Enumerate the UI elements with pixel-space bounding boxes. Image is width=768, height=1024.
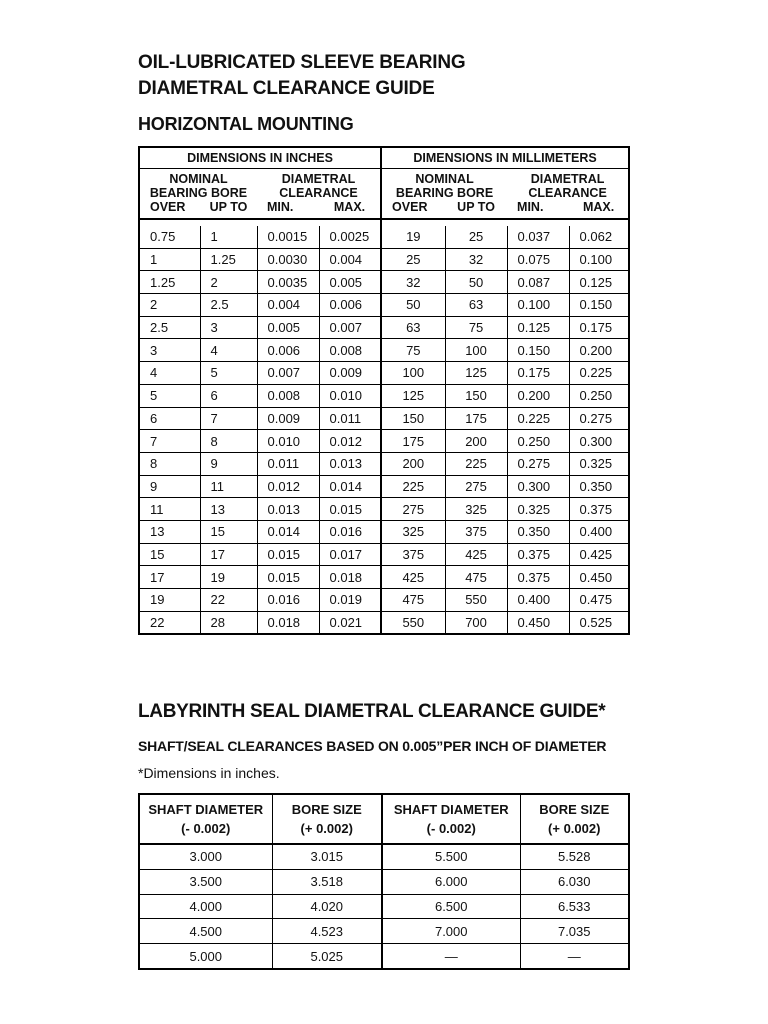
cell-over-in: 6 (139, 407, 200, 430)
cell-upto-in: 19 (200, 566, 257, 589)
cell-over-mm: 50 (381, 294, 445, 317)
cell-bore-size: 4.523 (272, 919, 382, 944)
cell-max-in: 0.015 (319, 498, 381, 521)
cell-min-in: 0.007 (257, 362, 319, 385)
cell-shaft-diameter: 4.000 (139, 894, 272, 919)
cell-max-in: 0.021 (319, 611, 381, 634)
cell-over-mm: 225 (381, 475, 445, 498)
cell-bore-size: 6.533 (520, 894, 629, 919)
cell-over-mm: 325 (381, 520, 445, 543)
cell-upto-in: 17 (200, 543, 257, 566)
cell-min-in: 0.015 (257, 543, 319, 566)
cell-max-in: 0.018 (319, 566, 381, 589)
cell-max-in: 0.017 (319, 543, 381, 566)
table-row (139, 226, 629, 248)
table-row (139, 566, 629, 589)
cell-max-in: 0.013 (319, 452, 381, 475)
table-row (139, 869, 629, 894)
shaft-tolerance-label: (- 0.002) (181, 821, 231, 836)
bearing-bore-label: BEARING BORE (149, 186, 248, 200)
cell-min-in: 0.016 (257, 589, 319, 612)
cell-min-in: 0.006 (257, 339, 319, 362)
col-max-mm: MAX. (569, 200, 629, 219)
cell-over-in: 11 (139, 498, 200, 521)
cell-over-in: 4 (139, 362, 200, 385)
diametral-label: DIAMETRAL (530, 172, 605, 186)
cell-min-mm: 0.400 (507, 589, 569, 612)
table-row (139, 271, 629, 294)
cell-over-mm: 25 (381, 248, 445, 271)
bore-size-header-2 (520, 794, 629, 844)
table-row (139, 844, 629, 869)
cell-upto-in: 9 (200, 452, 257, 475)
cell-upto-mm: 63 (445, 294, 507, 317)
table-row (139, 339, 629, 362)
cell-shaft-diameter: 3.500 (139, 869, 272, 894)
cell-max-mm: 0.275 (569, 407, 629, 430)
cell-min-in: 0.015 (257, 566, 319, 589)
cell-min-in: 0.011 (257, 452, 319, 475)
cell-min-mm: 0.100 (507, 294, 569, 317)
cell-min-mm: 0.375 (507, 543, 569, 566)
cell-bore-size: 6.030 (520, 869, 629, 894)
cell-bore-size: — (520, 944, 629, 969)
cell-min-in: 0.004 (257, 294, 319, 317)
cell-upto-mm: 100 (445, 339, 507, 362)
cell-min-mm: 0.175 (507, 362, 569, 385)
cell-upto-in: 6 (200, 384, 257, 407)
cell-max-in: 0.008 (319, 339, 381, 362)
table-row (139, 452, 629, 475)
cell-over-in: 9 (139, 475, 200, 498)
cell-min-mm: 0.075 (507, 248, 569, 271)
table-row (139, 430, 629, 453)
labyrinth-seal-table (138, 793, 630, 970)
cell-max-mm: 0.425 (569, 543, 629, 566)
cell-over-in: 2 (139, 294, 200, 317)
cell-min-in: 0.005 (257, 316, 319, 339)
cell-bore-size: 7.035 (520, 919, 629, 944)
sleeve-bearing-rows (139, 226, 629, 634)
cell-min-in: 0.012 (257, 475, 319, 498)
cell-over-mm: 275 (381, 498, 445, 521)
cell-over-mm: 150 (381, 407, 445, 430)
cell-upto-mm: 75 (445, 316, 507, 339)
cell-min-mm: 0.350 (507, 520, 569, 543)
dimensions-note: *Dimensions in inches. (138, 765, 280, 781)
cell-max-in: 0.0025 (319, 226, 381, 248)
cell-max-in: 0.011 (319, 407, 381, 430)
labyrinth-seal-title: LABYRINTH SEAL DIAMETRAL CLEARANCE GUIDE* (138, 701, 606, 722)
cell-upto-in: 2.5 (200, 294, 257, 317)
cell-max-in: 0.009 (319, 362, 381, 385)
cell-shaft-diameter: 5.000 (139, 944, 272, 969)
cell-max-mm: 0.250 (569, 384, 629, 407)
cell-max-mm: 0.062 (579, 229, 613, 245)
cell-over-in: 0.75 (139, 226, 200, 248)
cell-shaft-diameter: 7.000 (382, 919, 520, 944)
cell-over-mm: 175 (381, 430, 445, 453)
shaft-diameter-header-2 (382, 794, 520, 844)
table-row (139, 919, 629, 944)
cell-over-in: 8 (139, 452, 200, 475)
cell-over-mm: 375 (381, 543, 445, 566)
col-upto-in: UP TO (200, 200, 257, 219)
cell-max-mm: 0.475 (569, 589, 629, 612)
cell-upto-mm: 50 (445, 271, 507, 294)
cell-max-mm: 0.525 (569, 611, 629, 634)
cell-max-mm: 0.400 (569, 520, 629, 543)
cell-min-mm: 0.250 (507, 430, 569, 453)
cell-max-mm: 0.150 (569, 294, 629, 317)
cell-upto-in: 11 (200, 475, 257, 498)
cell-max-in: 0.016 (319, 520, 381, 543)
nominal-bore-header-in (139, 169, 257, 201)
cell-max-in: 0.005 (319, 271, 381, 294)
cell-upto-in: 22 (200, 589, 257, 612)
bore-tolerance-label: (+ 0.002) (548, 821, 601, 836)
cell-max-mm: 0.325 (569, 452, 629, 475)
cell-upto-in: 2 (200, 271, 257, 294)
cell-max-in: 0.004 (319, 248, 381, 271)
cell-upto-in: 15 (200, 520, 257, 543)
title-line-2: DIAMETRAL CLEARANCE GUIDE (138, 78, 435, 99)
cell-over-in: 2.5 (139, 316, 200, 339)
cell-upto-mm: 275 (445, 475, 507, 498)
bore-size-label: BORE SIZE (539, 802, 610, 817)
diametral-label: DIAMETRAL (281, 172, 356, 186)
cell-shaft-diameter: 6.500 (382, 894, 520, 919)
clearance-header-in (257, 169, 381, 201)
table-row (139, 362, 629, 385)
col-over-mm: OVER (381, 200, 445, 219)
inches-group-header: DIMENSIONS IN INCHES (139, 147, 381, 169)
cell-bore-size: 4.020 (272, 894, 382, 919)
cell-over-in: 1 (139, 248, 200, 271)
cell-over-in: 7 (139, 430, 200, 453)
cell-over-mm: 200 (381, 452, 445, 475)
cell-upto-mm: 225 (445, 452, 507, 475)
cell-over-mm: 125 (381, 384, 445, 407)
cell-max-in: 0.014 (319, 475, 381, 498)
cell-min-mm: 0.037 (507, 226, 569, 248)
cell-upto-in: 4 (200, 339, 257, 362)
sleeve-bearing-title (138, 50, 465, 102)
cell-max-mm: 0.100 (569, 248, 629, 271)
cell-min-mm: 0.450 (507, 611, 569, 634)
cell-min-mm: 0.125 (507, 316, 569, 339)
cell-bore-size: 3.015 (272, 844, 382, 869)
cell-max-mm: 0.300 (569, 430, 629, 453)
cell-over-in: 17 (139, 566, 200, 589)
cell-over-in: 19 (139, 589, 200, 612)
table-row (139, 944, 629, 969)
shaft-tolerance-label: (- 0.002) (426, 821, 476, 836)
cell-upto-mm: 150 (445, 384, 507, 407)
table-row (139, 543, 629, 566)
shaft-diameter-label: SHAFT DIAMETER (148, 802, 264, 817)
table-row (139, 294, 629, 317)
cell-over-in: 22 (139, 611, 200, 634)
clearance-label: CLEARANCE (528, 186, 607, 200)
cell-min-mm: 0.325 (507, 498, 569, 521)
cell-upto-in: 13 (200, 498, 257, 521)
cell-min-mm: 0.375 (507, 566, 569, 589)
bore-size-header-1 (272, 794, 382, 844)
cell-min-mm: 0.225 (507, 407, 569, 430)
clearance-label: CLEARANCE (279, 186, 358, 200)
cell-over-in: 3 (139, 339, 200, 362)
cell-max-mm: 0.350 (569, 475, 629, 498)
cell-upto-in: 5 (200, 362, 257, 385)
cell-shaft-diameter: 3.000 (139, 844, 272, 869)
cell-min-in: 0.018 (257, 611, 319, 634)
col-max-in: MAX. (319, 200, 381, 219)
cell-upto-mm: 32 (445, 248, 507, 271)
col-over-in: OVER (139, 200, 200, 219)
cell-max-in: 0.012 (319, 430, 381, 453)
col-min-mm: MIN. (507, 200, 569, 219)
cell-upto-mm: 25 (445, 226, 507, 248)
cell-upto-in: 1 (200, 226, 257, 248)
cell-over-mm: 19 (381, 226, 445, 248)
shaft-diameter-label: SHAFT DIAMETER (393, 802, 509, 817)
table-row (139, 611, 629, 634)
cell-over-in: 1.25 (139, 271, 200, 294)
labyrinth-seal-rows (139, 844, 629, 969)
bore-tolerance-label: (+ 0.002) (300, 821, 353, 836)
table-row (139, 384, 629, 407)
bearing-bore-label: BEARING BORE (395, 186, 494, 200)
cell-min-mm: 0.200 (507, 384, 569, 407)
cell-over-mm: 63 (381, 316, 445, 339)
cell-min-in: 0.010 (257, 430, 319, 453)
cell-max-in: 0.019 (319, 589, 381, 612)
cell-over-mm: 425 (381, 566, 445, 589)
cell-upto-mm: 425 (445, 543, 507, 566)
horizontal-mounting-heading: HORIZONTAL MOUNTING (138, 114, 354, 134)
cell-min-mm: 0.275 (507, 452, 569, 475)
cell-upto-in: 1.25 (200, 248, 257, 271)
cell-max-mm: 0.375 (569, 498, 629, 521)
cell-shaft-diameter: 6.000 (382, 869, 520, 894)
cell-over-in: 5 (139, 384, 200, 407)
cell-over-mm: 75 (381, 339, 445, 362)
cell-max-in: 0.006 (319, 294, 381, 317)
cell-max-in: 0.010 (319, 384, 381, 407)
cell-min-in: 0.009 (257, 407, 319, 430)
col-min-in: MIN. (257, 200, 319, 219)
cell-min-in: 0.013 (257, 498, 319, 521)
cell-over-mm: 32 (381, 271, 445, 294)
cell-upto-mm: 475 (445, 566, 507, 589)
table-row (139, 248, 629, 271)
cell-over-in: 13 (139, 520, 200, 543)
labyrinth-seal-subtitle: SHAFT/SEAL CLEARANCES BASED ON 0.005”PER INCH OF DIAMETER (138, 738, 607, 754)
shaft-diameter-header-1 (139, 794, 272, 844)
col-upto-mm: UP TO (445, 200, 507, 219)
millimeters-group-header: DIMENSIONS IN MILLIMETERS (381, 147, 629, 169)
table-row (139, 589, 629, 612)
cell-min-in: 0.008 (257, 384, 319, 407)
cell-min-in: 0.014 (257, 520, 319, 543)
cell-max-mm: 0.450 (569, 566, 629, 589)
clearance-header-mm (507, 169, 629, 201)
cell-upto-in: 8 (200, 430, 257, 453)
cell-upto-mm: 375 (445, 520, 507, 543)
cell-bore-size: 5.025 (272, 944, 382, 969)
cell-upto-mm: 200 (445, 430, 507, 453)
cell-upto-mm: 325 (445, 498, 507, 521)
cell-over-in: 15 (139, 543, 200, 566)
cell-max-mm: 0.175 (569, 316, 629, 339)
cell-min-mm: 0.150 (507, 339, 569, 362)
cell-upto-in: 7 (200, 407, 257, 430)
nominal-label: NOMINAL (415, 172, 474, 186)
cell-bore-size: 5.528 (557, 849, 591, 865)
cell-shaft-diameter: 4.500 (139, 919, 272, 944)
table-row (139, 316, 629, 339)
cell-min-in: 0.0015 (257, 226, 319, 248)
cell-bore-size: 3.518 (272, 869, 382, 894)
cell-upto-mm: 550 (445, 589, 507, 612)
cell-upto-mm: 125 (445, 362, 507, 385)
cell-min-in: 0.0030 (257, 248, 319, 271)
cell-upto-mm: 700 (445, 611, 507, 634)
cell-min-in: 0.0035 (257, 271, 319, 294)
cell-over-mm: 100 (381, 362, 445, 385)
cell-upto-in: 3 (200, 316, 257, 339)
cell-max-mm: 0.225 (569, 362, 629, 385)
cell-max-mm: 0.125 (569, 271, 629, 294)
sleeve-bearing-table (138, 146, 630, 635)
cell-max-in: 0.007 (319, 316, 381, 339)
table-row (139, 520, 629, 543)
table-row (139, 894, 629, 919)
cell-min-mm: 0.300 (507, 475, 569, 498)
cell-max-mm: 0.200 (569, 339, 629, 362)
nominal-bore-header-mm (381, 169, 507, 201)
cell-over-mm: 475 (381, 589, 445, 612)
cell-min-mm: 0.087 (507, 271, 569, 294)
cell-shaft-diameter: 5.500 (382, 844, 520, 869)
cell-shaft-diameter: — (382, 944, 520, 969)
table-row (139, 475, 629, 498)
nominal-label: NOMINAL (169, 172, 228, 186)
cell-upto-in: 28 (200, 611, 257, 634)
table-row (139, 498, 629, 521)
table-row (139, 407, 629, 430)
title-line-1: OIL-LUBRICATED SLEEVE BEARING (138, 52, 466, 73)
bore-size-label: BORE SIZE (291, 802, 362, 817)
cell-upto-mm: 175 (445, 407, 507, 430)
cell-over-mm: 550 (381, 611, 445, 634)
